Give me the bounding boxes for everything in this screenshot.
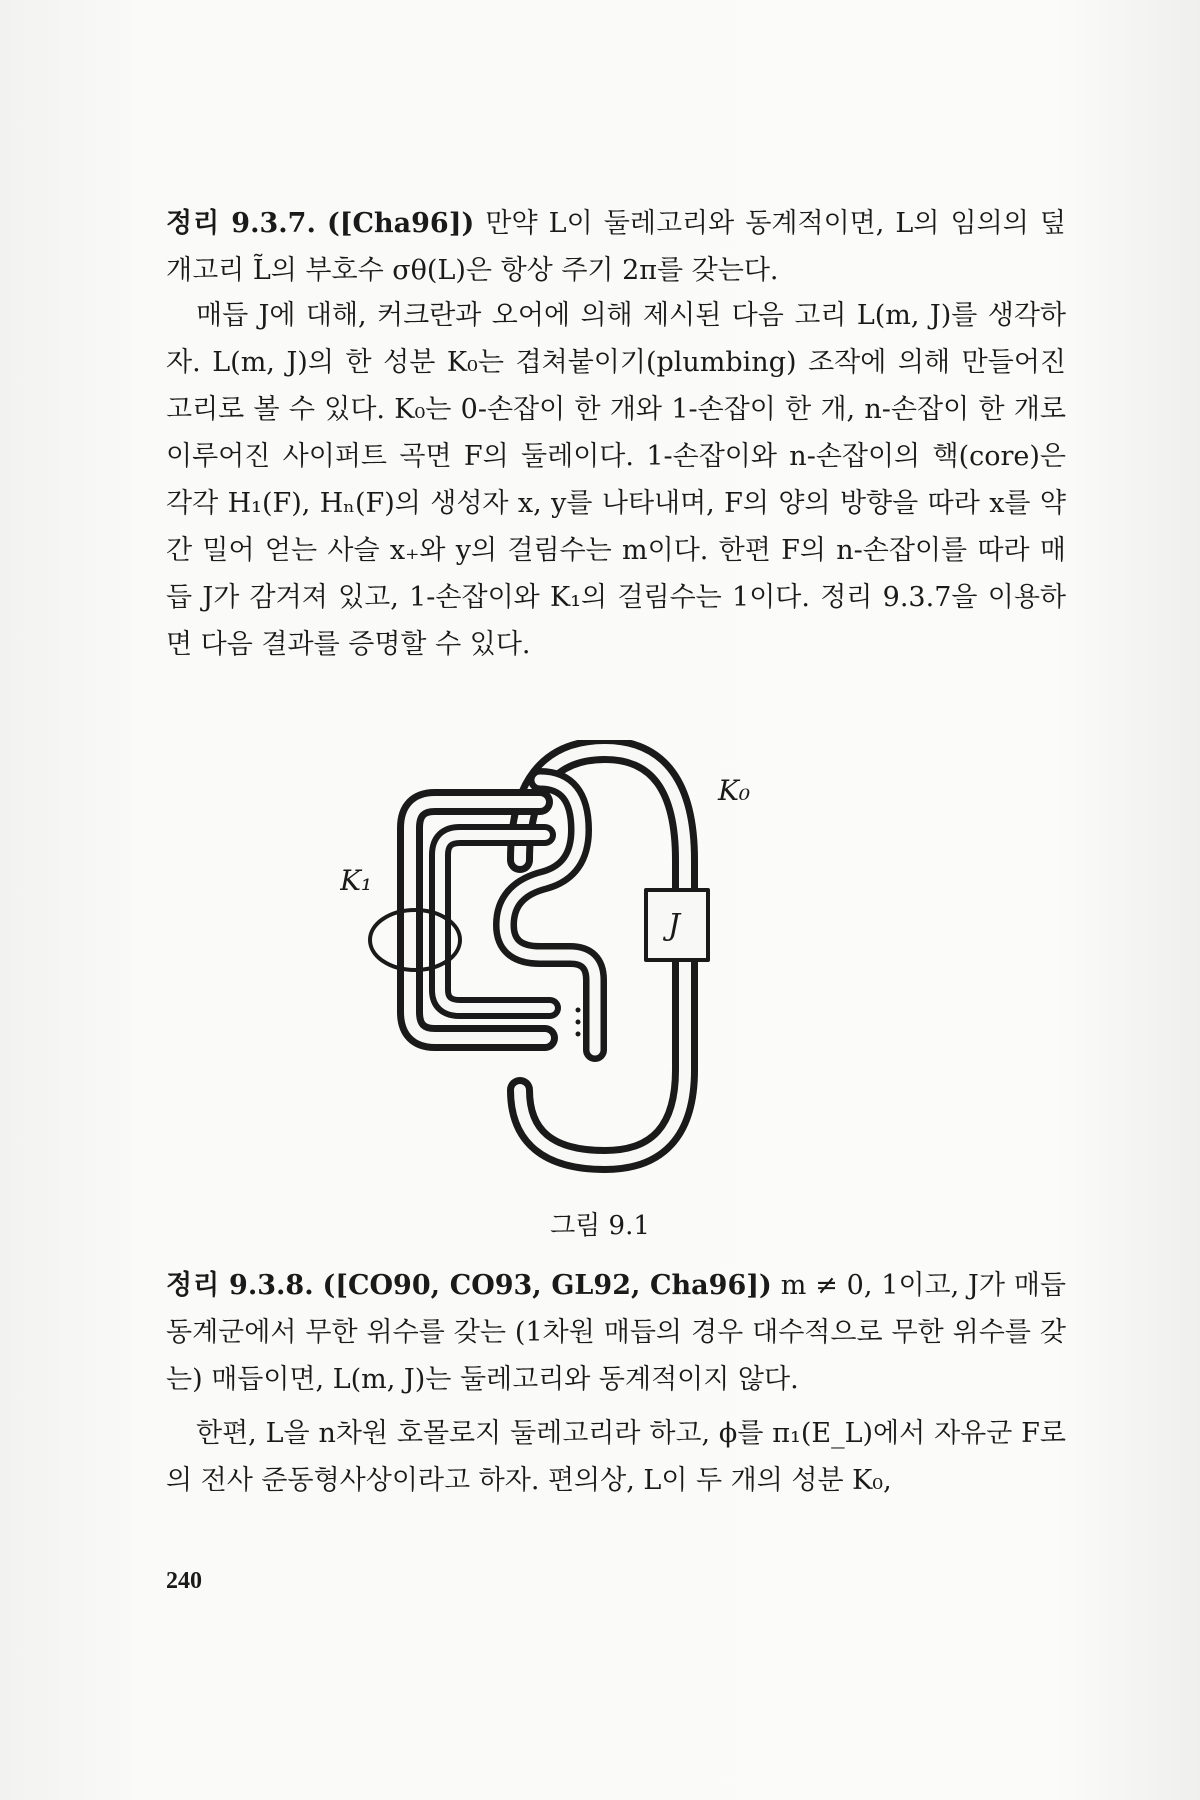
- theorem-number: 9.3.7.: [231, 208, 316, 239]
- theorem-text: m ≠ 0, 1이고, J가 매듭 동계군에서 무한 위수를 갖는 (1차원 매듭의 경우 대수적으로 무한 위수를 갖는) 매듭이면, L(m, J)는 둘레고리와 동계적이지 않다.: [166, 1270, 1066, 1395]
- twist-dot: [576, 1020, 581, 1025]
- label-k0: K₀: [718, 774, 751, 807]
- knot-diagram: [340, 740, 860, 1180]
- twist-dot: [576, 1008, 581, 1013]
- paragraph-text: 매듭 J에 대해, 커크란과 오어에 의해 제시된 다음 고리 L(m, J)를 생각하자. L(m, J)의 한 성분 K₀는 겹쳐붙이기(plumbing) 조작에 의해 만들어진 고리로 볼 수 있다. K₀는 0-손잡이 한 개와 1-손잡이 한 개, n-손잡이 한 개로 이루어진 사이퍼트 곡면 F의 둘레이다. 1-손잡이와 n-손잡이의 핵(core)은 각각 H₁(F), Hₙ(F)의 생성자 x, y를 나타내며, F의 양의 방향을 따라 x를 약간 밀어 얻는 사슬 x₊와 y의 걸림수는 m이다. 한편 F의 n-손잡이를 따라 매듭 J가 감겨져 있고, 1-손잡이와 K₁의 걸림수는 1이다. 정리 9.3.7을 이용하면 다음 결과를 증명할 수 있다.: [166, 300, 1066, 660]
- figure-caption: 그림 9.1: [550, 1211, 650, 1241]
- body-paragraph-1: [166, 292, 1066, 668]
- label-k1: K₁: [340, 864, 373, 897]
- theorem-text: 만약 L이 둘레고리와 동계적이면, L의 임의의 덮개고리 L̃의 부호수 σθ(L)은 항상 주기 2π를 갖는다.: [166, 208, 1066, 286]
- page-number: 240: [166, 1568, 202, 1594]
- theorem-9-3-7: [166, 200, 1066, 294]
- theorem-label: 정리: [166, 208, 221, 239]
- body-paragraph-2: [166, 1410, 1066, 1504]
- theorem-number: 9.3.8.: [229, 1270, 314, 1301]
- theorem-citation: ([Cha96]): [326, 208, 475, 239]
- theorem-9-3-8: [166, 1262, 1066, 1403]
- theorem-citation: ([CO90, CO93, GL92, Cha96]): [322, 1270, 772, 1301]
- label-j: J: [668, 908, 681, 943]
- paragraph-text: 한편, L을 n차원 호몰로지 둘레고리라 하고, ϕ를 π₁(E_L)에서 자유군 F로의 전사 준동형사상이라고 하자. 편의상, L이 두 개의 성분 K₀,: [166, 1418, 1066, 1496]
- theorem-label: 정리: [166, 1270, 221, 1301]
- twist-dot: [576, 1032, 581, 1037]
